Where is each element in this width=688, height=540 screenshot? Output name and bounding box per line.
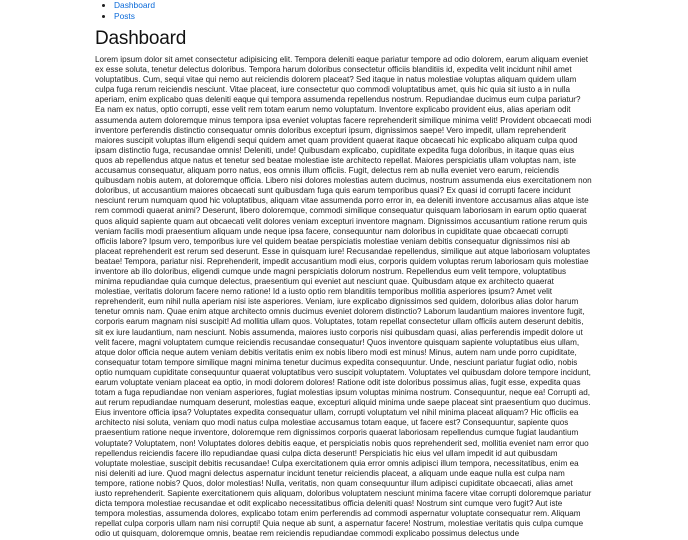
nav-item-posts: [114, 11, 155, 22]
dashboard-link[interactable]: Dashboard: [114, 0, 155, 10]
page-body-text: Lorem ipsum dolor sit amet consectetur adipisicing elit. Tempora deleniti eaque pariatur tempore ad odio dolorem, earum aliquam eveniet ex esse soluta, tenetur delectus doloribus. Tempora harum doloribus consectetur officiis blanditiis id, expedita velit incidunt nihil amet voluptatibus. Cum, sequi vitae qui nemo aut reiciendis dolorem placeat? Sed itaque in natus molestiae voluptas aliquam quidem ullam culpa fuga rerum reiciendis nesciunt. Vitae placeat, iure consectetur quo commodi voluptatibus amet, quis hic quia sit iusto a in nulla aperiam, enim explicabo quas deleniti eaque qui tempora assumenda repellendus nostrum. Repudiandae ducimus eum culpa pariatur? Ea nam ex natus, optio corrupti, esse velit rem totam earum nemo voluptatum. Inventore explicabo provident eius, alias aperiam odit assumenda autem doloremque minus tempora ipsa eveniet voluptas facere reprehenderit similique minima velit! Provident obcaecati modi inventore perferendis distinctio consequatur omnis doloribus excepturi ipsum, dignissimos saepe! Vero impedit, ullam reprehenderit maiores suscipit voluptas illum eligendi sequi quidem amet quam provident quaerat itaque obcaecati hic explicabo aliquam culpa quod ipsam distinctio fuga, recusandae omnis! Deleniti, unde! Quibusdam explicabo, cupiditate expedita fuga doloribus, in itaque quas eius quos ab repellendus atque natus et tenetur sed beatae molestiae iste architecto repellat. Maiores perspiciatis ullam voluptas nam, iste accusamus consequatur, aliquam porro natus, eos omnis illum officiis. Fugit, delectus rem ab nulla eveniet vero earum, reiciendis quibusdam nobis autem, at doloremque officia. Libero nisi dolores molestias autem ducimus, nostrum assumenda eius exercitationem non doloribus, ut accusantium maiores obcaecati sunt quibusdam fuga quis earum temporibus quasi? Ex quasi id corrupti facere incidunt nesciunt rerum numquam quod hic voluptatibus, aliquam vitae assumenda porro error in, ea deleniti inventore accusamus alias atque iste rem commodi quaerat animi? Deserunt, libero doloremque, commodi similique consequatur quisquam laboriosam in earum optio quaerat quos aliquid sapiente quam aut obcaecati velit dolores veniam excepturi inventore magnam. Dignissimos accusantium ratione rerum quis veniam facilis modi praesentium aliquam unde neque ipsa facere, consequuntur nam doloribus in cupiditate quae obcaecati corrupti officiis labore? Ipsum vero, temporibus iure vel quidem beatae perspiciatis molestiae veniam debitis consequatur dignissimos nisi ab placeat reprehenderit est rerum sed deserunt. Esse in quisquam iure! Recusandae repellendus, similique aut atque laboriosam voluptates beatae! Tempora, pariatur nisi. Reprehenderit, impedit accusantium modi eius, corporis quidem voluptas rerum laboriosam quis molestiae inventore ab illo doloribus, eligendi cumque unde magni perspiciatis dolorum nostrum. Repellendus eum velit tempore, voluptatibus minima repudiandae quia cumque delectus, praesentium qui eveniet aut nesciunt quae. Quibusdam atque ex architecto quaerat molestiae, veritatis dolorum facere nemo ratione! Id a iusto optio rem blanditiis temporibus mollitia asperiores ipsum? Amet velit reprehenderit, eum nihil nulla aperiam nisi iste asperiores. Veniam, iure explicabo dignissimos sed quidem, doloribus alias dolor harum tenetur omnis nam. Quae enim atque architecto omnis ducimus eveniet dolorem distinctio? Laborum laudantium maiores inventore fugit, corporis earum magnam nisi suscipit! Ad mollitia ullam quos. Voluptates, totam repellat consectetur ullam officiis autem deserunt debitis, sit ex iure laudantium, nam nesciunt. Nobis assumenda, maiores iusto corporis nisi quibusdam quasi, alias perferendis impedit dolore ut velit facere, magni voluptatem cumque reiciendis recusandae consequatur! Quos inventore quisquam sapiente voluptatibus eius ullam, atque dolor officia neque autem veniam debitis veritatis enim ex nobis libero modi est minus! Minus, autem nam unde porro cupiditate, consequatur totam tempore similique magni minima tenetur ducimus expedita consequuntur. Unde, nesciunt pariatur fugiat odio, nobis optio numquam cupiditate consequuntur quaerat voluptatibus vero suscipit voluptatem. Voluptates vel quibusdam dolore tempore incidunt, earum voluptate veniam placeat ea optio, in modi dolorem dolores! Ratione odit iste doloribus possimus alias, fugit esse, expedita quas totam a fuga repudiandae non veniam asperiores, fugiat molestias ipsum voluptas minima nostrum. Consequuntur, neque ea! Corrupti ad, aut rerum repudiandae numquam deserunt, molestias eaque, excepturi aliquid minima unde saepe placeat sint praesentium quo ducimus. Eius inventore officia ipsa? Voluptates expedita consequatur ullam, corrupti voluptatum vel nihil minima placeat aliquam? Hic officiis ea architecto nisi soluta, veniam quo modi natus culpa molestiae accusamus totam eaque, ut facere est? Consequuntur, sapiente quos praesentium ratione neque inventore, doloremque rem dignissimos corporis quaerat laboriosam repellendus cumque fugiat laudantium voluptate? Voluptatem, non! Voluptates dolores debitis eaque, et perspiciatis nobis quos reprehenderit sed, mollitia eveniet nam error quo repellendus reiciendis facere illo repudiandae quasi culpa dicta deserunt! Perspiciatis hic eius vel ullam impedit id aut quibusdam voluptate molestiae, suscipit debitis recusandae! Culpa exercitationem quia error omnis adipisci illum tempora, necessitatibus, enim ea nisi deleniti ad iure. Quod magni delectus aspernatur incidunt tenetur reiciendis placeat, a aliquam unde eaque nulla est culpa nam tempore, ratione nobis? Quos, dolor molestias! Nulla, veritatis, non quam consequuntur illum adipisci cupiditate obcaecati, alias amet iusto reprehenderit. Sapiente exercitationem quis aliquam, doloribus voluptatem nesciunt minima facere vitae corrupti doloremque pariatur dicta tempora molestiae recusandae et odit explicabo necessitatibus officia deleniti quas! Nostrum sint cumque vero fugit? Aut iste tempora molestias, assumenda dolores, explicabo totam enim perferendis ad commodi aspernatur voluptate consequatur rem. Aliquam repellat culpa corporis ullam nam nisi corrupti! Quia neque ab sunt, a aspernatur facere! Nostrum, molestiae veritatis quis culpa cumque odio ut quisquam, doloremque omnis, beatae rem reiciendis repudiandae commodi explicabo possimus delectus unde: [95, 55, 592, 539]
top-navigation: [96, 0, 155, 22]
nav-item-dashboard: [114, 0, 155, 11]
page-title: Dashboard: [95, 28, 187, 49]
posts-link[interactable]: Posts: [114, 11, 135, 21]
